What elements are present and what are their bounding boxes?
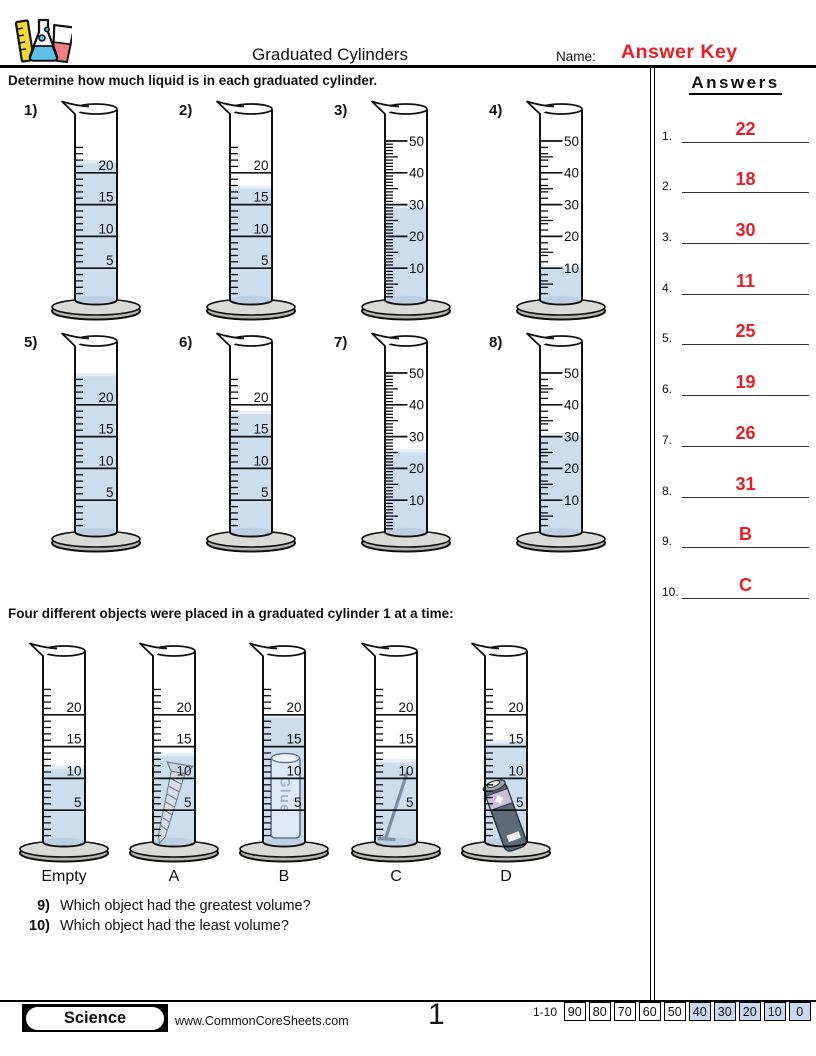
graduated-cylinder: [346, 327, 472, 555]
svg-text:20: 20: [66, 699, 82, 715]
svg-text:10: 10: [66, 763, 82, 779]
svg-text:20: 20: [98, 157, 114, 173]
svg-text:30: 30: [409, 429, 425, 445]
grade-cell-90: 90: [564, 1002, 587, 1021]
experiment-cylinder-label: Empty: [41, 868, 87, 885]
answer-value: 19: [682, 373, 809, 396]
svg-text:20: 20: [564, 229, 580, 245]
experiment-cylinder-c: [336, 637, 462, 893]
answer-value: 11: [682, 272, 809, 295]
svg-text:5: 5: [260, 485, 269, 501]
answer-value: 22: [682, 120, 809, 143]
page-number: 1: [428, 998, 445, 1031]
answers-list: [657, 92, 814, 599]
svg-text:10: 10: [176, 763, 192, 779]
problem-5: [18, 327, 168, 559]
answer-row: [657, 143, 814, 194]
experiment-title: Four different objects were placed in a graduated cylinder 1 at a time:: [8, 606, 454, 621]
page-title: Graduated Cylinders: [252, 45, 408, 64]
svg-text:10: 10: [564, 493, 580, 508]
svg-text:30: 30: [409, 197, 425, 213]
graduated-cylinder: [446, 637, 572, 865]
answer-row: [657, 244, 814, 295]
svg-text:10: 10: [98, 221, 114, 237]
grade-cell-70: 70: [614, 1002, 637, 1021]
problem-number: 6): [179, 334, 193, 351]
grade-cell-20: 20: [739, 1002, 762, 1021]
answer-value: 25: [682, 322, 809, 345]
problem-number: 5): [24, 334, 38, 351]
experiment-cylinder-empty: [4, 637, 130, 893]
answer-row: [657, 548, 814, 599]
subject-badge-label: Science: [26, 1007, 164, 1030]
problem-number: 2): [179, 102, 193, 119]
svg-text:5: 5: [293, 795, 302, 811]
grading-table: [533, 1002, 811, 1021]
svg-text:15: 15: [253, 189, 269, 205]
answer-value: 26: [682, 424, 809, 447]
graduated-cylinder: [114, 637, 240, 865]
svg-text:20: 20: [176, 699, 192, 715]
instruction-text: Determine how much liquid is in each graduated cylinder.: [8, 73, 378, 88]
svg-text:40: 40: [409, 397, 425, 413]
experiment-cylinder-label: B: [278, 868, 290, 885]
answer-row: [657, 498, 814, 549]
answer-value: C: [682, 576, 809, 599]
experiment-cylinder-b: [224, 637, 350, 893]
svg-text:50: 50: [564, 365, 580, 381]
experiment-cylinder-label: A: [168, 868, 180, 885]
svg-text:Glue: Glue: [277, 776, 294, 814]
svg-text:10: 10: [409, 261, 425, 276]
svg-text:5: 5: [515, 795, 524, 811]
graduated-cylinder: [36, 95, 162, 323]
svg-text:20: 20: [286, 699, 302, 715]
svg-text:15: 15: [176, 731, 192, 747]
problem-7: [328, 327, 478, 559]
svg-text:15: 15: [66, 731, 82, 747]
problem-number: 4): [489, 102, 503, 119]
grade-cell-60: 60: [639, 1002, 662, 1021]
experiment-cylinder-label: D: [500, 868, 512, 885]
svg-text:10: 10: [409, 493, 425, 508]
svg-text:20: 20: [409, 229, 425, 245]
graduated-cylinder: [224, 637, 350, 865]
answer-number: 4.: [662, 280, 673, 295]
answers-heading: Answers: [657, 73, 814, 93]
svg-text:20: 20: [398, 699, 414, 715]
svg-text:50: 50: [409, 365, 425, 381]
problem-2: [173, 95, 323, 327]
questions-block: [16, 898, 311, 938]
svg-text:10: 10: [398, 763, 414, 779]
problem-number: 8): [489, 334, 503, 351]
graduated-cylinder: [501, 95, 627, 323]
question-row: [16, 918, 311, 934]
experiment-cylinder-label: C: [390, 868, 402, 885]
graduated-cylinder: [336, 637, 462, 865]
answers-panel: [657, 73, 814, 93]
website-text: www.CommonCoreSheets.com: [175, 1014, 349, 1028]
answer-number: 3.: [662, 230, 673, 245]
problem-number: 3): [334, 102, 348, 119]
svg-text:10: 10: [564, 261, 580, 276]
problem-4: [483, 95, 633, 327]
answer-number: 10.: [662, 584, 679, 599]
svg-text:5: 5: [260, 253, 269, 269]
answer-value: 18: [682, 170, 809, 193]
answer-number: 2.: [662, 179, 673, 194]
svg-text:10: 10: [253, 453, 269, 469]
problem-8: [483, 327, 633, 559]
svg-text:15: 15: [253, 421, 269, 437]
svg-text:20: 20: [508, 699, 524, 715]
grade-cell-80: 80: [589, 1002, 612, 1021]
svg-text:40: 40: [564, 165, 580, 181]
name-label: Name:: [556, 49, 596, 64]
svg-text:15: 15: [98, 421, 114, 437]
grade-cell-30: 30: [714, 1002, 737, 1021]
graduated-cylinder: [191, 327, 317, 555]
svg-text:15: 15: [398, 731, 414, 747]
answers-separator: [650, 68, 655, 1001]
subject-badge: [22, 1004, 168, 1032]
problem-6: [173, 327, 323, 559]
svg-text:20: 20: [253, 157, 269, 173]
svg-text:40: 40: [564, 397, 580, 413]
svg-text:50: 50: [409, 133, 425, 149]
question-number: 9): [37, 898, 50, 914]
answer-number: 5.: [662, 331, 673, 346]
svg-text:5: 5: [105, 485, 114, 501]
svg-text:10: 10: [253, 221, 269, 237]
svg-text:20: 20: [253, 389, 269, 405]
grade-cell-50: 50: [664, 1002, 687, 1021]
answer-value: 30: [682, 221, 809, 244]
answer-number: 1.: [662, 128, 673, 143]
problem-1: [18, 95, 168, 327]
svg-text:20: 20: [98, 389, 114, 405]
svg-text:20: 20: [564, 461, 580, 477]
svg-text:10: 10: [508, 763, 524, 779]
svg-text:5: 5: [183, 795, 192, 811]
svg-text:15: 15: [98, 189, 114, 205]
answer-number: 6.: [662, 382, 673, 397]
svg-text:15: 15: [508, 731, 524, 747]
question-number: 10): [29, 918, 50, 934]
svg-text:5: 5: [405, 795, 414, 811]
grade-cell-10: 10: [764, 1002, 787, 1021]
svg-text:20: 20: [409, 461, 425, 477]
grade-cell-0: 0: [789, 1002, 812, 1021]
header-rule: [0, 65, 816, 68]
svg-text:10: 10: [98, 453, 114, 469]
question-text: Which object had the least volume?: [60, 918, 289, 934]
svg-text:30: 30: [564, 197, 580, 213]
experiment-cylinder-d: [446, 637, 572, 893]
answer-row: [657, 295, 814, 346]
experiment-cylinder-a: [114, 637, 240, 893]
problem-number: 1): [24, 102, 38, 119]
answer-number: 9.: [662, 534, 673, 549]
graduated-cylinder: [36, 327, 162, 555]
svg-text:5: 5: [73, 795, 82, 811]
answer-row: [657, 193, 814, 244]
problem-number: 7): [334, 334, 348, 351]
graduated-cylinder: [346, 95, 472, 323]
graduated-cylinder: [4, 637, 130, 865]
question-text: Which object had the greatest volume?: [60, 898, 311, 914]
graduated-cylinder: [191, 95, 317, 323]
graduated-cylinder: [501, 327, 627, 555]
problem-3: [328, 95, 478, 327]
liquid: [386, 205, 426, 304]
svg-text:40: 40: [409, 165, 425, 181]
svg-text:30: 30: [564, 429, 580, 445]
grade-cell-40: 40: [689, 1002, 712, 1021]
question-row: [16, 898, 311, 914]
answer-key-text: Answer Key: [621, 41, 738, 63]
answer-row: [657, 345, 814, 396]
answer-row: [657, 447, 814, 498]
svg-text:5: 5: [105, 253, 114, 269]
answer-row: [657, 92, 814, 143]
answer-value: B: [682, 525, 809, 548]
answer-number: 8.: [662, 483, 673, 498]
grading-range-label: 1-10: [532, 1004, 557, 1019]
svg-text:50: 50: [564, 133, 580, 149]
answer-number: 7.: [662, 432, 673, 447]
svg-text:15: 15: [286, 731, 302, 747]
answer-value: 31: [682, 475, 809, 498]
svg-text:10: 10: [286, 763, 302, 779]
answer-row: [657, 396, 814, 447]
